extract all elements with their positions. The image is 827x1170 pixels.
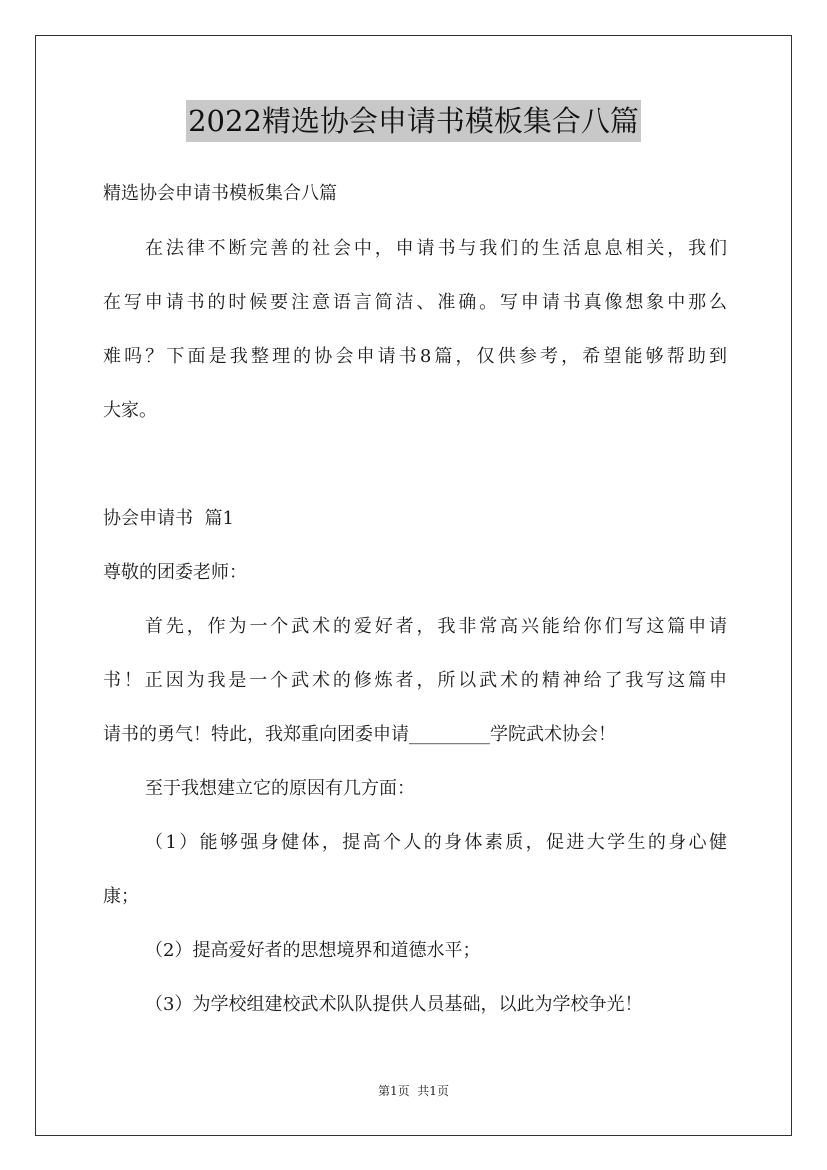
salutation: 尊敬的团委老师： — [103, 562, 247, 583]
document-subtitle: 精选协会申请书模板集合八篇 — [103, 183, 337, 204]
body-line-1: 首先，作为一个武术的爱好者，我非常高兴能给你们写这篇申请 — [145, 616, 727, 637]
body-line-2: 书！正因为我是一个武术的修炼者，所以武术的精神给了我写这篇申 — [103, 670, 727, 691]
intro-paragraph-line-3: 难吗？下面是我整理的协会申请书8篇，仅供参考，希望能够帮助到 — [103, 346, 727, 367]
list-item-2: （2）提高爱好者的思想境界和道德水平； — [145, 940, 481, 961]
intro-paragraph-line-4: 大家。 — [103, 400, 157, 421]
list-item-3: （3）为学校组建校武术队队提供人员基础，以此为学校争光！ — [145, 994, 643, 1015]
document-title: 2022精选协会申请书模板集合八篇 — [186, 100, 641, 142]
body-line-4: 至于我想建立它的原因有几方面： — [145, 778, 415, 799]
intro-paragraph-line-1: 在法律不断完善的社会中，申请书与我们的生活息息相关，我们 — [145, 238, 727, 259]
section-heading: 协会申请书 篇1 — [103, 508, 234, 529]
page-footer: 第1页 共1页 — [378, 1084, 449, 1098]
title-container — [0, 100, 827, 142]
body-line-3: 请书的勇气！特此，我郑重向团委申请_________学院武术协会！ — [103, 724, 616, 745]
list-item-1: （1）能够强身健体，提高个人的身体素质，促进大学生的身心健 — [145, 832, 727, 853]
intro-paragraph-line-2: 在写申请书的时候要注意语言简洁、准确。写申请书真像想象中那么 — [103, 292, 727, 313]
list-item-1-continuation: 康； — [103, 886, 139, 907]
